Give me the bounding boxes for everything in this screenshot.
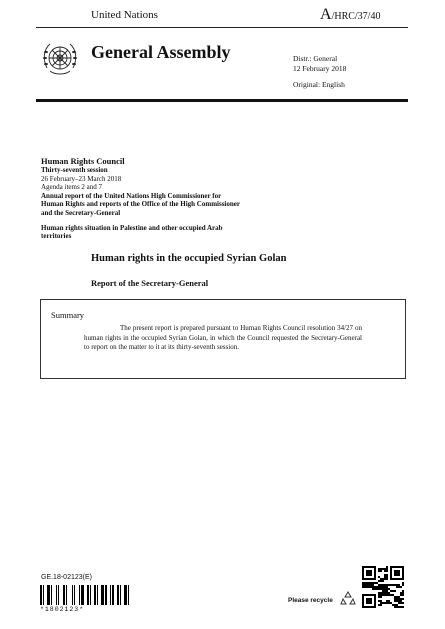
document-symbol xyxy=(320,6,380,24)
org-name: United Nations xyxy=(91,9,158,21)
document-symbol-rest: /HRC/37/40 xyxy=(331,11,381,22)
barcode-bar xyxy=(74,585,75,605)
session-name: Thirty-seventh session xyxy=(41,166,108,174)
summary-text: The present report is prepared pursuant to Human Rights Council resolution 34/27 on human rights in the occupied Syrian Golan, in which the Council requested the Secretary-General to report on the matter to it at its thirty-seventh session. xyxy=(84,324,362,352)
barcode-bar xyxy=(112,585,114,605)
issue-date: 12 February 2018 xyxy=(293,64,347,73)
qr-code-icon xyxy=(362,566,404,608)
header-rule xyxy=(36,27,408,28)
barcode-bar xyxy=(72,585,73,605)
agenda-item-2: Annual report of the United Nations High Commissioner for Human Rights and reports of the Office of the High Commissioner and the Secretary-General xyxy=(41,191,240,217)
recycle-icon xyxy=(340,590,356,606)
recycle-text: Please recycle xyxy=(288,597,333,604)
barcode-bar xyxy=(47,585,50,605)
agenda-items: Agenda items 2 and 7 xyxy=(41,183,103,192)
barcode-bar xyxy=(81,585,84,605)
session-dates: 26 February–23 March 2018 xyxy=(41,174,122,183)
barcode-bar xyxy=(58,585,59,605)
barcode-bar xyxy=(90,585,91,605)
barcode-bar xyxy=(94,585,96,605)
distribution-block xyxy=(293,54,346,74)
document-symbol-prefix: A xyxy=(320,6,332,23)
barcode-text: *1802123* xyxy=(40,606,85,613)
barcode-bar xyxy=(105,585,107,605)
barcode-bar xyxy=(97,585,98,605)
distribution: Distr.: General xyxy=(293,54,338,63)
original-language: Original: English xyxy=(293,80,345,89)
session-block xyxy=(41,156,241,241)
un-emblem-icon xyxy=(38,38,82,82)
barcode-bar xyxy=(120,585,121,605)
barcode-bar xyxy=(63,585,65,605)
barcode-bar xyxy=(124,585,127,605)
document-subtitle: Report of the Secretary-General xyxy=(91,278,209,288)
document-title: Human rights in the occupied Syrian Golan xyxy=(91,253,287,264)
barcode-bar xyxy=(66,585,67,605)
barcode-bar xyxy=(79,585,80,605)
summary-heading: Summary xyxy=(51,310,85,320)
body-name: General Assembly xyxy=(91,42,231,62)
agenda-item-7: Human rights situation in Palestine and other occupied Arab territories xyxy=(41,223,223,241)
barcode-bar xyxy=(117,585,119,605)
barcode-bar xyxy=(43,585,44,605)
barcode-bar xyxy=(51,585,52,605)
barcode-bar xyxy=(101,585,104,605)
barcode-bar xyxy=(40,585,42,605)
barcode-bar xyxy=(56,585,57,605)
council-name: Human Rights Council xyxy=(41,156,125,166)
barcode xyxy=(40,585,136,605)
document-number: GE.18-02123(E) xyxy=(41,574,92,581)
barcode-bar xyxy=(110,585,111,605)
header-thick-rule xyxy=(36,99,408,102)
barcode-bar xyxy=(128,585,129,605)
barcode-bar xyxy=(87,585,89,605)
